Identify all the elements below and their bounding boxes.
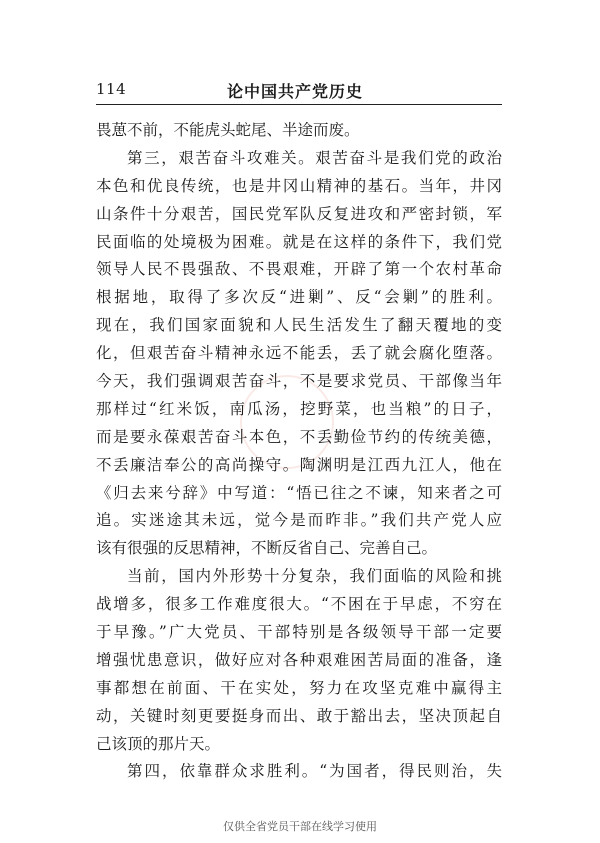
text-line: 于早豫。”广大党员、干部特别是各级领导干部一定要 — [96, 623, 502, 642]
page-number: 114 — [96, 80, 127, 98]
text-line: 畏葸不前，不能虎头蛇尾、半途而废。 — [96, 121, 360, 139]
text-line: 民面临的处境极为困难。就是在这样的条件下，我们党 — [96, 232, 502, 251]
text-line: 动，关键时刻更要挺身而出、敢于豁出去，坚决顶起自 — [96, 706, 502, 725]
text-line: 当前，国内外形势十分复杂，我们面临的风险和挑 — [127, 567, 502, 586]
text-line: 本色和优良传统，也是井冈山精神的基石。当年，井冈 — [96, 176, 502, 195]
text-line: 现在，我们国家面貌和人民生活发生了翻天覆地的变 — [96, 316, 502, 335]
text-line: 战增多，很多工作难度很大。“不困在于早虑，不穷在 — [96, 595, 502, 614]
text-line: 山条件十分艰苦，国民党军队反复进攻和严密封锁，军 — [96, 204, 502, 223]
text-line: 增强忧患意识，做好应对各种艰难困苦局面的准备，逢 — [96, 650, 502, 669]
text-line: 今天，我们强调艰苦奋斗，不是要求党员、干部像当年 — [96, 372, 502, 391]
text-line: 而是要永葆艰苦奋斗本色，不丢勤俭节约的传统美德， — [96, 427, 502, 446]
running-title: 论中国共产党历史 — [227, 82, 364, 101]
text-line: 追。实迷途其未远，觉今是而昨非。”我们共产党人应 — [96, 511, 502, 530]
text-line: 化，但艰苦奋斗精神永远不能丢，丢了就会腐化堕落。 — [96, 344, 502, 363]
text-line: 该有很强的反思精神，不断反省自己、完善自己。 — [96, 539, 438, 558]
page-header — [96, 77, 502, 107]
footer-note: 仅供全省党员干部在线学习使用 — [223, 820, 377, 833]
text-line: 《归去来兮辞》中写道：“悟已往之不谏，知来者之可 — [96, 483, 502, 502]
body-text — [96, 117, 502, 786]
text-line: 己该顶的那片天。 — [96, 734, 221, 753]
header-rule — [96, 104, 502, 105]
text-line: 根据地，取得了多次反“进剿”、反“会剿”的胜利。 — [96, 288, 502, 307]
text-line: 第四，依靠群众求胜利。“为国者，得民则治，失 — [127, 762, 502, 781]
text-line: 那样过“红米饭，南瓜汤，挖野菜，也当粮”的日子， — [96, 399, 502, 418]
text-line: 第三，艰苦奋斗攻难关。艰苦奋斗是我们党的政治 — [127, 148, 502, 167]
text-line: 不丢廉洁奉公的高尚操守。陶渊明是江西九江人，他在 — [96, 455, 502, 474]
text-line: 领导人民不畏强敌、不畏艰难，开辟了第一个农村革命 — [96, 260, 502, 279]
text-line: 事都想在前面、干在实处，努力在攻坚克难中赢得主 — [96, 678, 502, 697]
